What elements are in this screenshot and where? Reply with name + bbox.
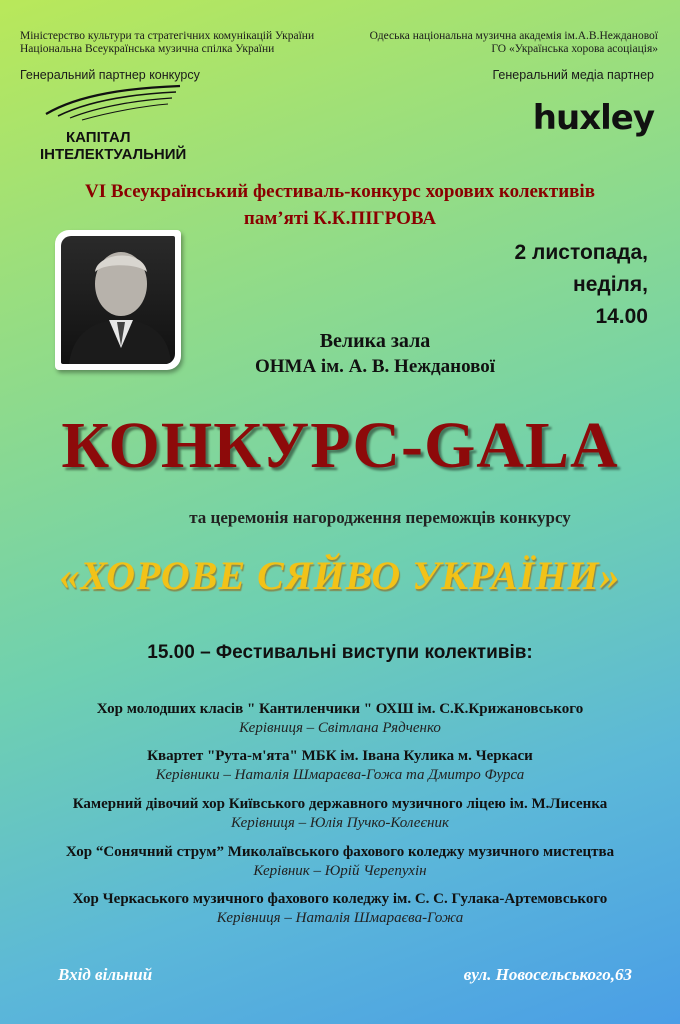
festival-title-line1: VI Всеукраїнський фестиваль-конкурс хорових колективів <box>85 181 595 202</box>
partner-logo-line2: ІНТЕЛЕКТУАЛЬНИЙ <box>40 146 187 163</box>
performer-leader: Керівник – Юрій Черепухін <box>253 863 427 879</box>
partner-logo-line1: КАПІТАЛ <box>66 129 131 146</box>
performer-leader: Керівники – Наталія Шмараєва-Гожа та Дмитро Фурса <box>155 767 525 783</box>
media-partner-logo: huxley <box>532 98 654 138</box>
general-partner-label: Генеральний партнер конкурсу <box>20 68 200 82</box>
performer-name: Хор “Сонячний струм” Миколаївського фахового коледжу музичного мистецтва <box>65 844 615 860</box>
venue-academy: ОНМА ім. А. В. Нежданової <box>254 356 496 377</box>
festival-title-line2: пам’яті К.К.ПІГРОВА <box>243 208 437 229</box>
venue-address: вул. Новосельського,63 <box>463 965 632 984</box>
performer-name: Квартет "Рута-м'ята" МБК ім. Івана Кулика м. Черкаси <box>147 748 533 764</box>
list-item <box>0 890 680 928</box>
organizer-academy: Одеська національна музична академія ім.А.В.Нежданової <box>369 30 658 42</box>
organizer-choral-association: ГО «Українська хорова асоціація» <box>491 43 658 55</box>
list-item <box>0 747 680 785</box>
performer-name: Хор молодших класів " Кантиленчики " ОХШ ім. С.К.Крижановського <box>96 701 584 717</box>
free-entry: Вхід вільний <box>58 965 153 984</box>
list-item <box>0 843 680 881</box>
wing-logo-icon <box>40 84 190 124</box>
venue-hall: Велика зала <box>319 330 431 352</box>
performer-leader: Керівниця – Наталія Шмараєва-Гожа <box>216 910 464 926</box>
main-title: КОНКУРС-GALA <box>61 409 619 482</box>
portrait-photo <box>61 236 175 364</box>
portrait-frame <box>55 230 181 370</box>
performer-leader: Керівниця – Світлана Рядченко <box>239 720 441 736</box>
media-partner-label: Генеральний медіа партнер <box>492 68 654 82</box>
event-time: 14.00 <box>595 305 648 328</box>
performances-title: 15.00 – Фестивальні виступи колективів: <box>147 642 533 663</box>
performer-name: Камерний дівочий хор Київського державного музичного ліцею ім. М.Лисенка <box>72 796 608 812</box>
ceremony-text: та церемонія нагородження переможців конкурсу <box>189 508 571 527</box>
organizer-music-union: Національна Всеукраїнська музична спілка України <box>20 43 275 55</box>
list-item <box>0 700 680 738</box>
event-date: 2 листопада, <box>514 241 648 264</box>
portrait-person-icon <box>61 236 175 364</box>
contest-name: «ХОРОВЕ СЯЙВО УКРАЇНИ» <box>59 553 621 598</box>
general-partner-logo <box>40 84 190 163</box>
performer-name: Хор Черкаського музичного фахового коледжу ім. С. С. Гулака-Артемовського <box>72 891 608 907</box>
organizer-ministry: Міністерство культури та стратегічних комунікацій України <box>20 30 315 42</box>
list-item <box>0 795 680 833</box>
performer-leader: Керівниця – Юлія Пучко-Колеєник <box>231 815 449 831</box>
event-weekday: неділя, <box>573 273 648 296</box>
